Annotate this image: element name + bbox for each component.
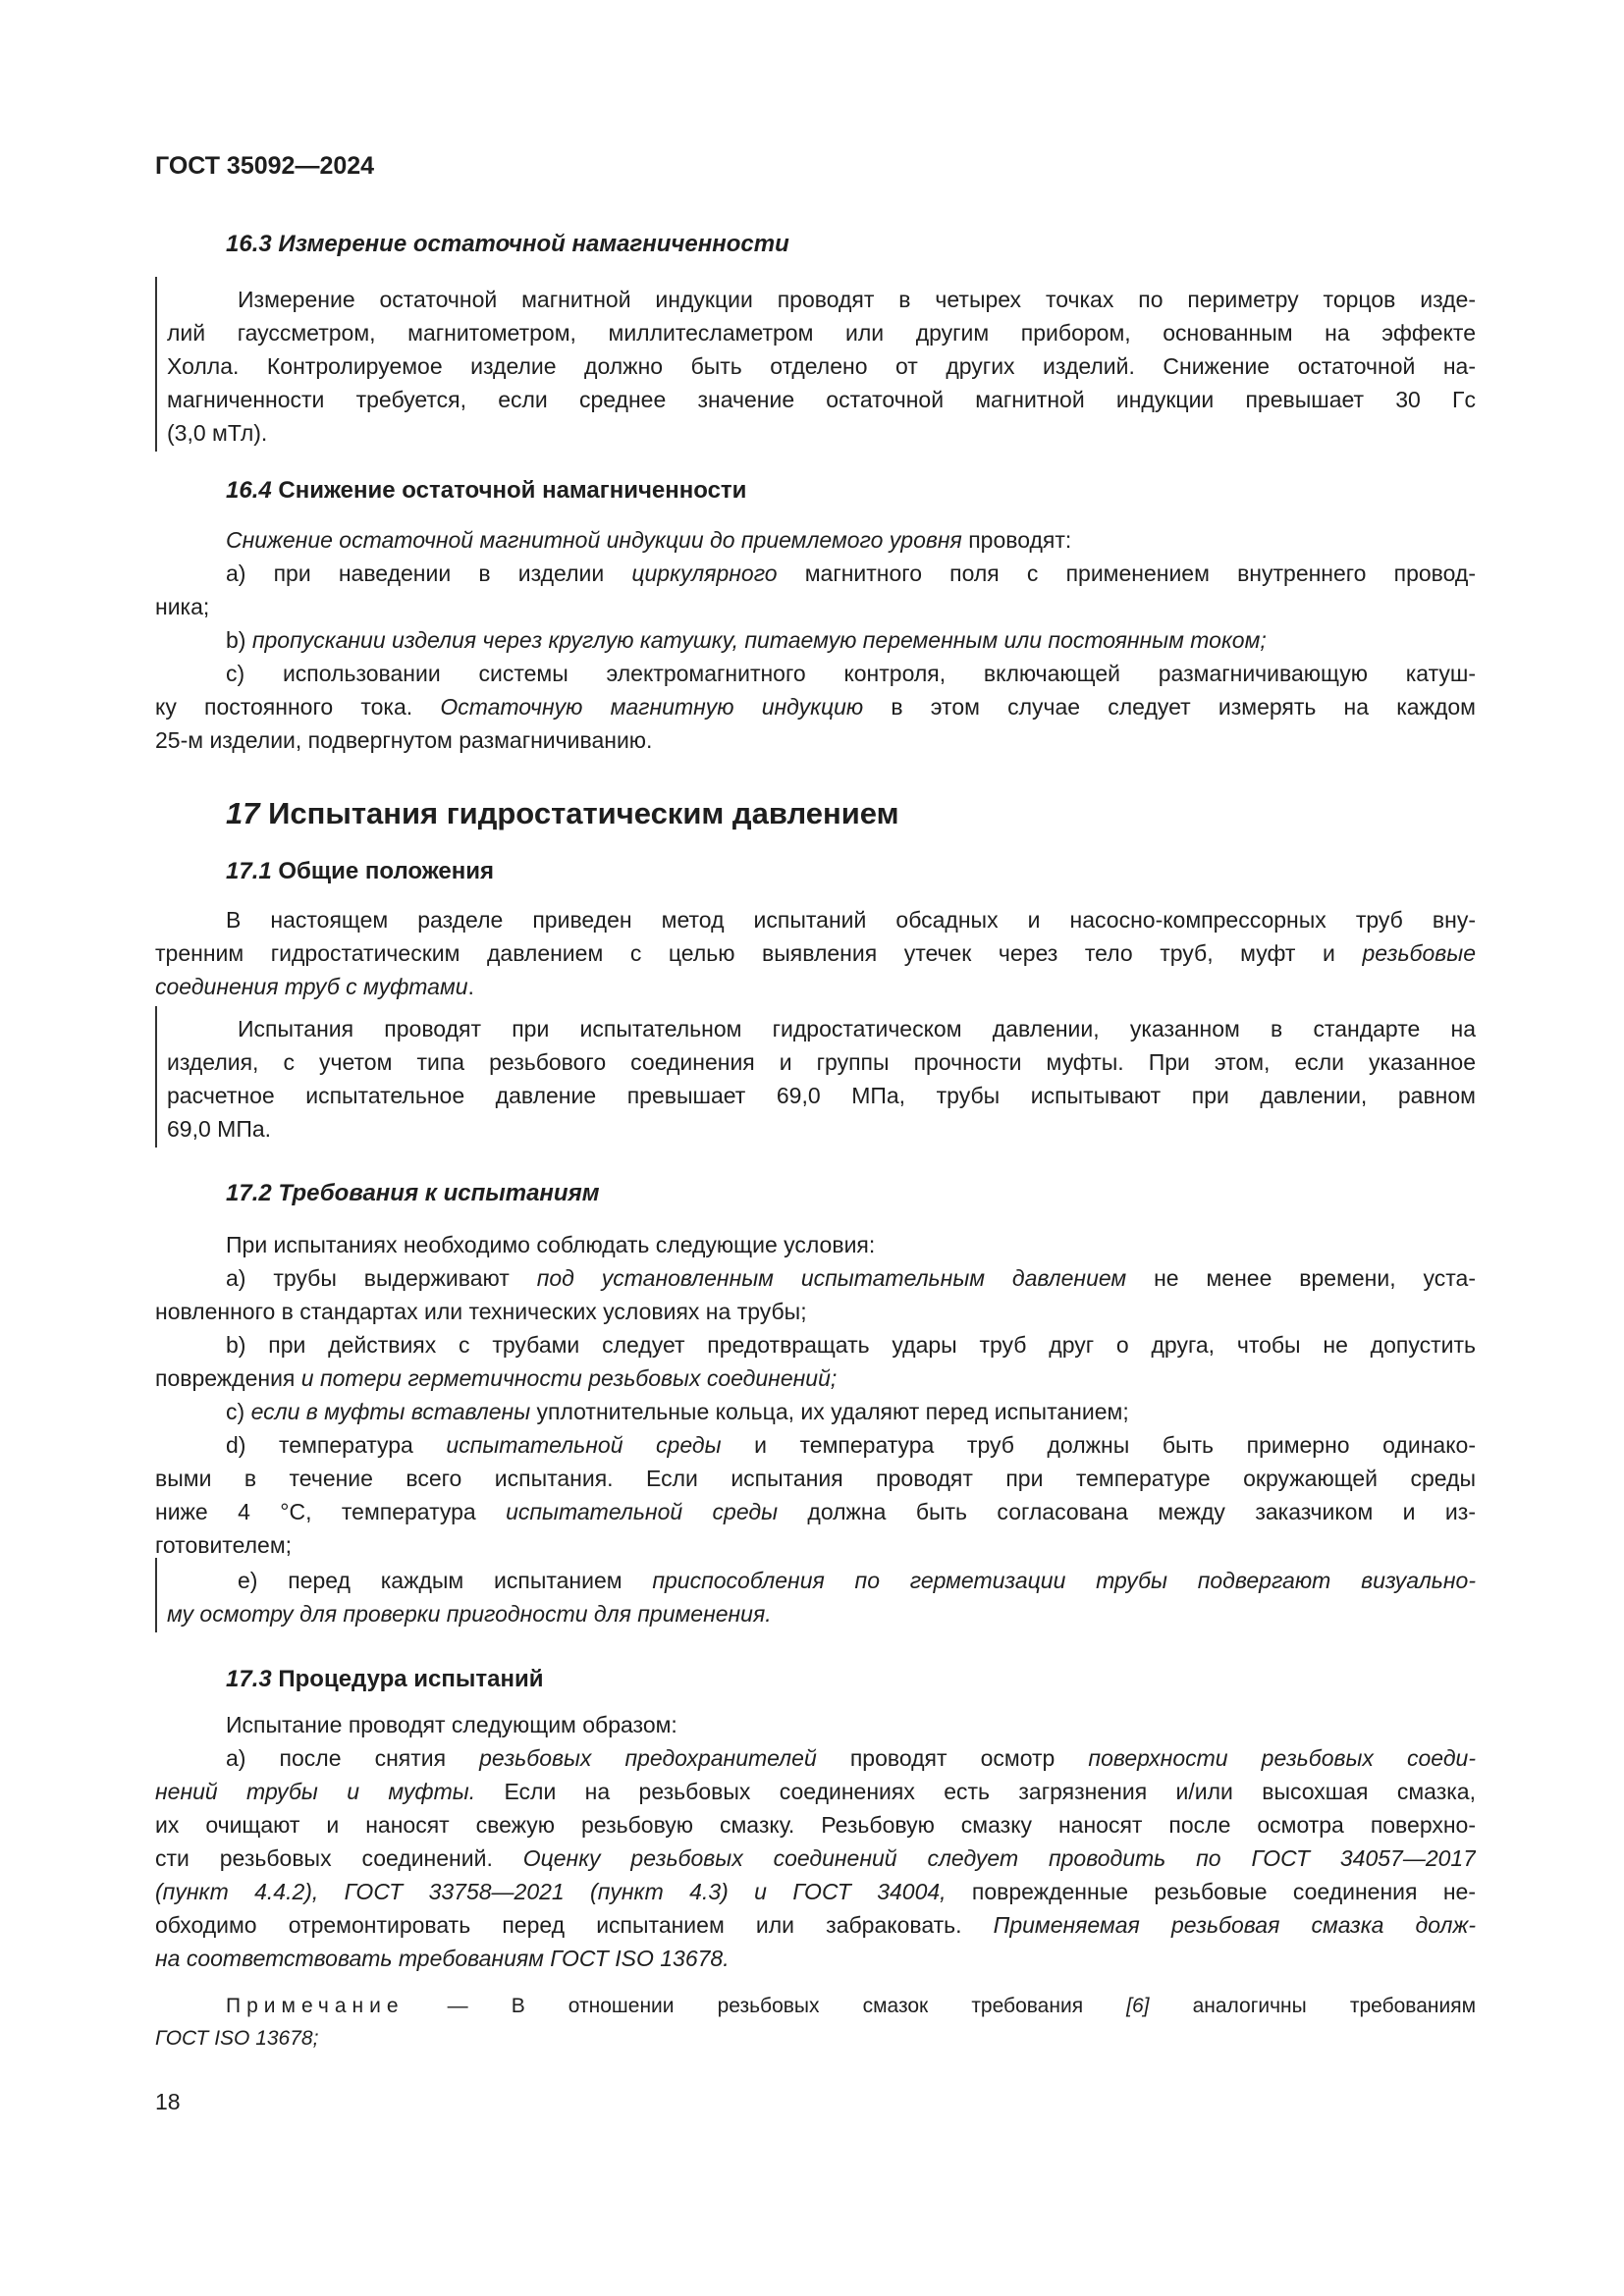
paragraph-block [167, 1564, 1476, 1630]
text-line [167, 1079, 1476, 1112]
italic-text-run: 17 [226, 796, 260, 830]
italic-text-run: под установленным испытательным давлением [536, 1265, 1127, 1291]
section-heading [155, 795, 1546, 832]
paragraph [155, 1741, 1476, 1975]
text-line [167, 1112, 1476, 1146]
note-block [155, 1990, 1476, 2055]
paragraph [155, 1708, 1476, 1741]
italic-text-run: резьбовые [1362, 940, 1476, 966]
text-line [155, 1741, 1476, 1775]
italic-text-run: если в муфты вставлены [250, 1399, 531, 1424]
text-line [155, 1708, 1476, 1741]
paragraph-block [155, 1708, 1476, 1975]
italic-text-run: Оценку резьбовых соединений следует проводить по ГОСТ 34057—2017 [522, 1845, 1476, 1871]
paragraph [155, 903, 1476, 1003]
text-run: В настоящем разделе приведен метод испытаний обсадных и насосно-компрессорных труб вну- [226, 907, 1476, 933]
italic-text-run: Остаточную магнитную индукцию [440, 694, 864, 720]
text-line [155, 1228, 1476, 1261]
text-run: b) [226, 627, 252, 653]
text-line [155, 1362, 1476, 1395]
text-run: — В отношении резьбовых смазок требования [404, 1995, 1127, 2017]
text-line [155, 903, 1476, 936]
text-line [155, 2022, 1476, 2055]
text-run: сти резьбовых соединений. [155, 1845, 523, 1871]
paragraph [167, 1012, 1476, 1146]
text-line [155, 1295, 1476, 1328]
text-run: Примечание [226, 1995, 405, 2017]
italic-text-run: соединения труб с муфтами [155, 974, 468, 999]
text-run: d) температура [226, 1432, 447, 1458]
paragraph [155, 1990, 1476, 2055]
paragraph [155, 1261, 1476, 1328]
italic-text-run: му осмотру для проверки пригодности для применения. [167, 1601, 772, 1627]
paragraph [167, 283, 1476, 450]
page-number: 18 [155, 2089, 181, 2114]
subsection-heading [155, 1665, 1546, 1694]
text-run: При испытаниях необходимо соблюдать следующие условия: [226, 1232, 876, 1257]
text-run: Если на резьбовых соединениях есть загрязнения и/или высохшая смазка, [475, 1779, 1476, 1804]
italic-text-run: 17.2 Требования к испытаниям [226, 1180, 600, 1206]
text-run: расчетное испытательное давление превышает 69,0 МПа, трубы испытывают при давлении, равном [167, 1083, 1476, 1108]
text-run: и температура труб должны быть примерно одинако- [721, 1432, 1476, 1458]
italic-text-run: на соответствовать требованиям ГОСТ ISO 13678. [155, 1946, 730, 1971]
text-run: магниченности требуется, если среднее значение остаточной магнитной индукции превышает 30 Гс [167, 387, 1476, 412]
text-run: в этом случае следует измерять на каждом [863, 694, 1476, 720]
text-run: Холла. Контролируемое изделие должно быть отделено от других изделий. Снижение остаточной на- [167, 353, 1476, 379]
text-line [155, 1428, 1476, 1462]
text-line [155, 523, 1476, 557]
text-line [155, 1395, 1476, 1428]
paragraph [167, 1564, 1476, 1630]
text-line [167, 1012, 1476, 1045]
subsection-heading [155, 476, 1546, 506]
italic-text-run: пропускании изделия через круглую катушку, питаемую переменным или постоянным током; [251, 627, 1267, 653]
paragraph-block [155, 523, 1476, 757]
italic-text-run: испытательной среды [506, 1499, 779, 1524]
text-run: готовителем; [155, 1532, 293, 1558]
text-run: е) перед каждым испытанием [238, 1568, 653, 1593]
italic-text-run: нений трубы и муфты. [155, 1779, 476, 1804]
text-line [155, 1775, 1476, 1808]
text-line [167, 1045, 1476, 1079]
text-line [167, 283, 1476, 316]
paragraph-block [155, 903, 1476, 1003]
paragraph [155, 657, 1476, 757]
italic-text-run: поверхности резьбовых соеди- [1088, 1745, 1476, 1771]
text-line [155, 1908, 1476, 1942]
text-run: c) [226, 1399, 251, 1424]
text-run: обходимо отремонтировать перед испытанием или забраковать. [155, 1912, 994, 1938]
text-run: Процедура испытаний [271, 1666, 544, 1692]
text-line [167, 1597, 1476, 1630]
text-line [155, 1528, 1476, 1562]
revision-bar [155, 277, 157, 452]
italic-text-run: 16.4 [226, 477, 272, 504]
text-run: проводят: [961, 527, 1072, 553]
text-line [155, 1462, 1476, 1495]
paragraph [155, 1428, 1476, 1562]
text-line [155, 1328, 1476, 1362]
revision-bar [155, 1558, 157, 1632]
text-run: проводят осмотр [816, 1745, 1089, 1771]
paragraph-block [167, 283, 1476, 450]
text-run: поврежденные резьбовые соединения не- [946, 1879, 1476, 1904]
text-run: Испытание проводят следующим образом: [226, 1712, 677, 1737]
text-run: b) при действиях с трубами следует предотвращать удары труб друг о друга, чтобы не допустить [226, 1332, 1476, 1358]
text-run: c) использовании системы электромагнитного контроля, включающей размагничивающую катуш- [226, 661, 1476, 686]
subsection-heading [155, 230, 1546, 259]
text-run: Общие положения [271, 858, 495, 884]
text-line [155, 1261, 1476, 1295]
text-run: аналогичны требованиям [1149, 1995, 1476, 2017]
text-run: новленного в стандартах или технических условиях на трубы; [155, 1299, 807, 1324]
text-run: ника; [155, 594, 210, 619]
paragraph [155, 1395, 1476, 1428]
paragraph-block [167, 1012, 1476, 1146]
text-line [167, 383, 1476, 416]
text-line [155, 590, 1476, 623]
italic-text-run: 17.3 [226, 1666, 272, 1692]
text-line [155, 657, 1476, 690]
text-line [155, 1495, 1476, 1528]
text-line [155, 1942, 1476, 1975]
text-run: 69,0 МПа. [167, 1116, 272, 1142]
paragraph [155, 623, 1476, 657]
text-line [155, 1808, 1476, 1842]
italic-text-run: ГОСТ ISO 13678; [155, 2027, 319, 2050]
text-line [155, 936, 1476, 970]
italic-text-run: циркулярного [631, 561, 778, 586]
text-run: ку постоянного тока. [155, 694, 441, 720]
text-run: выми в течение всего испытания. Если испытания проводят при температуре окружающей среды [155, 1466, 1476, 1491]
text-run: Испытания проводят при испытательном гидростатическом давлении, указанном в стандарте на [238, 1016, 1476, 1041]
text-run: Измерение остаточной магнитной индукции проводят в четырех точках по периметру торцов изде- [238, 287, 1476, 312]
italic-text-run: и потери герметичности резьбовых соединений; [300, 1365, 838, 1391]
text-run: а) после снятия [226, 1745, 480, 1771]
text-run: их очищают и наносят свежую резьбовую смазку. Резьбовую смазку наносят после осмотра поверхно- [155, 1812, 1476, 1838]
text-line [155, 970, 1476, 1003]
document-header: ГОСТ 35092—2024 [155, 152, 375, 180]
text-run: . [467, 974, 474, 999]
italic-text-run: Снижение остаточной магнитной индукции до приемлемого уровня [226, 527, 962, 553]
subsection-heading [155, 1179, 1546, 1208]
italic-text-run: Применяемая резьбовая смазка долж- [993, 1912, 1476, 1938]
text-line [155, 557, 1476, 590]
paragraph [155, 523, 1476, 557]
text-line [155, 1842, 1476, 1875]
paragraph-block [155, 1228, 1476, 1562]
text-run: Испытания гидростатическим давлением [259, 796, 899, 830]
italic-text-run: испытательной среды [446, 1432, 722, 1458]
italic-text-run: 16.3 Измерение остаточной намагниченности [226, 231, 789, 257]
subsection-heading [155, 857, 1546, 886]
text-run: магнитного поля с применением внутреннего провод- [777, 561, 1476, 586]
text-line [155, 623, 1476, 657]
text-run: ниже 4 °C, температура [155, 1499, 507, 1524]
text-run: должна быть согласована между заказчиком и из- [778, 1499, 1476, 1524]
italic-text-run: (пункт 4.4.2), ГОСТ 33758—2021 (пункт 4.3) и ГОСТ 34004, [155, 1879, 947, 1904]
text-line [155, 1990, 1476, 2022]
italic-text-run: [6] [1126, 1995, 1150, 2017]
italic-text-run: 17.1 [226, 858, 272, 884]
text-run: а) трубы выдерживают [226, 1265, 537, 1291]
text-run: тренним гидростатическим давлением с целью выявления утечек через тело труб, муфт и [155, 940, 1363, 966]
text-run: Снижение остаточной намагниченности [271, 477, 747, 504]
text-run: не менее времени, уста- [1126, 1265, 1476, 1291]
text-line [167, 1564, 1476, 1597]
text-line [167, 416, 1476, 450]
text-run: (3,0 мТл). [167, 420, 268, 446]
text-run: повреждения [155, 1365, 301, 1391]
text-run: а) при наведении в изделии [226, 561, 632, 586]
revision-bar [155, 1006, 157, 1148]
text-line [155, 1875, 1476, 1908]
italic-text-run: приспособления по герметизации трубы подвергают визуально- [652, 1568, 1476, 1593]
text-run: 25-м изделии, подвергнутом размагничиванию. [155, 727, 653, 753]
text-line [155, 723, 1476, 757]
italic-text-run: резьбовых предохранителей [479, 1745, 817, 1771]
text-run: лий гауссметром, магнитометром, миллитесламетром или другим прибором, основанным на эффекте [167, 320, 1476, 346]
paragraph [155, 1328, 1476, 1395]
paragraph [155, 557, 1476, 623]
text-run: изделия, с учетом типа резьбового соединения и группы прочности муфты. При этом, если указанное [167, 1049, 1476, 1075]
text-line [155, 690, 1476, 723]
text-run: уплотнительные кольца, их удаляют перед испытанием; [530, 1399, 1129, 1424]
text-line [167, 316, 1476, 349]
text-line [167, 349, 1476, 383]
paragraph [155, 1228, 1476, 1261]
